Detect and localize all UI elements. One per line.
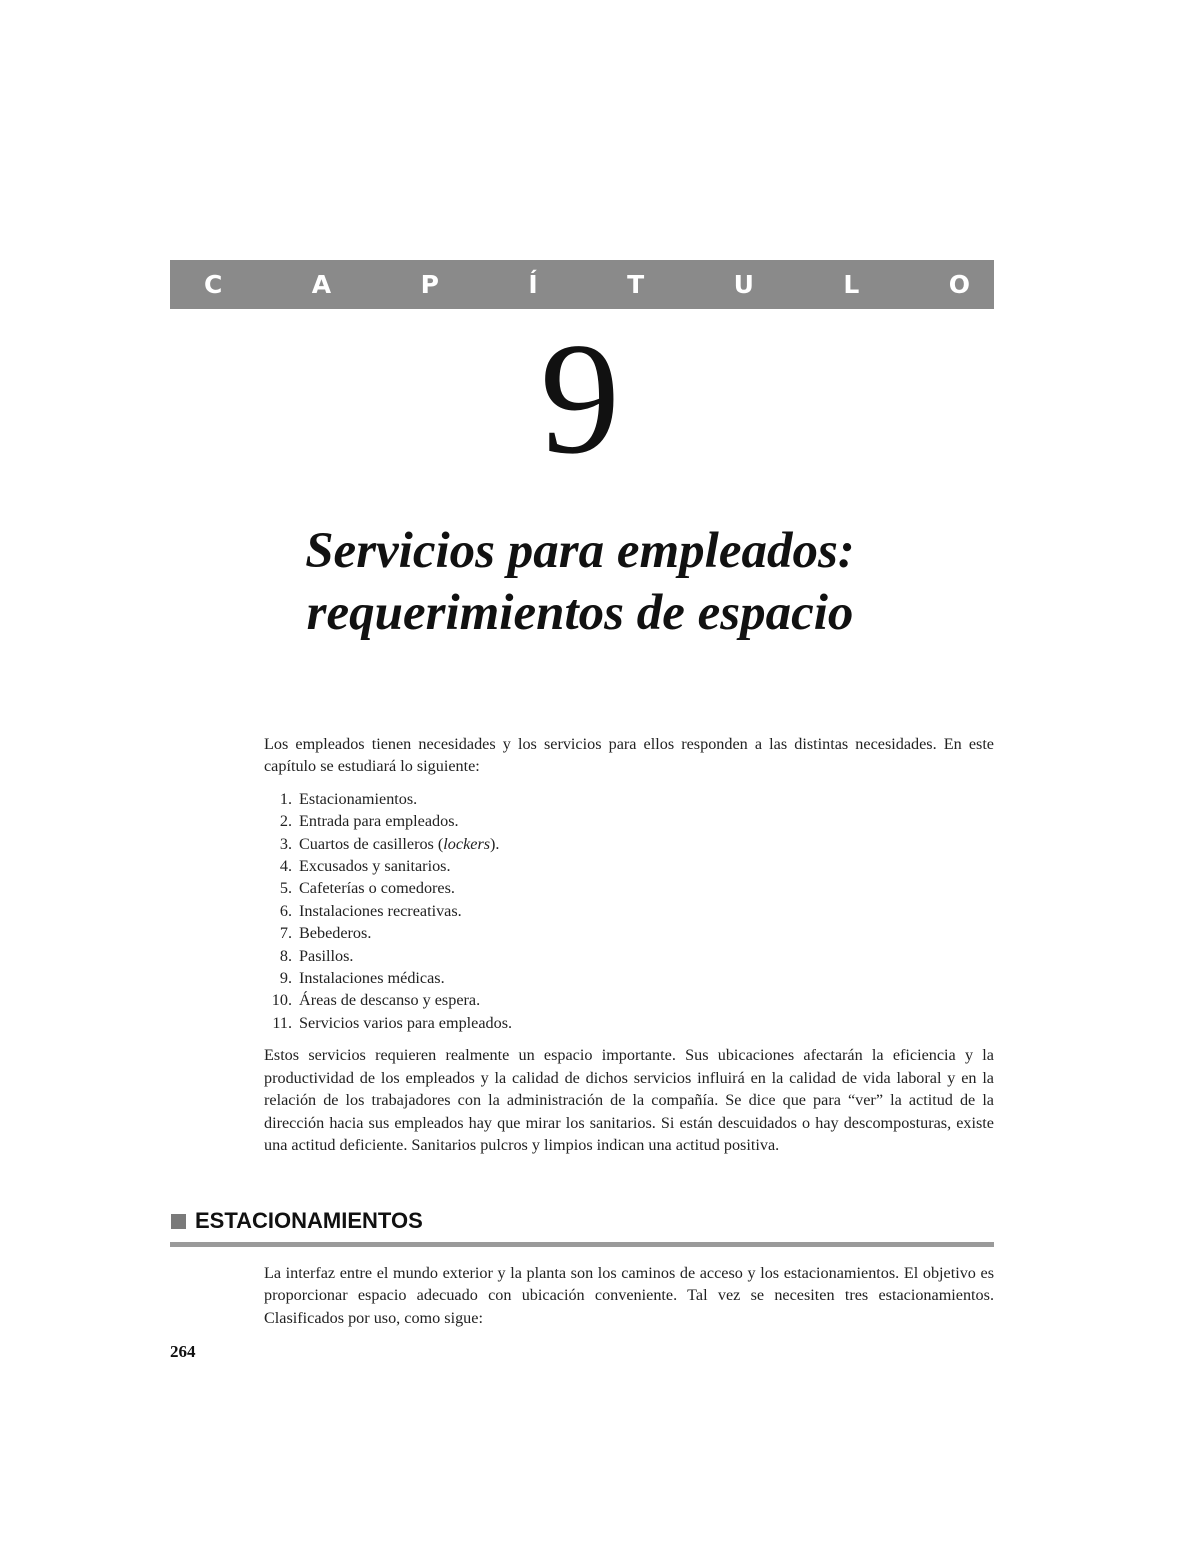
- chapter-letter: A: [311, 270, 332, 299]
- intro-paragraph: Los empleados tienen necesidades y los servicios para ellos responden a las distintas necesidades. En este capítulo se estudiará lo siguiente:: [264, 735, 994, 776]
- section-heading: [170, 1208, 994, 1247]
- list-item-number: 2.: [279, 812, 292, 831]
- chapter-letter: U: [733, 270, 754, 299]
- list-item-number: 1.: [279, 789, 292, 808]
- section-heading-text: ESTACIONAMIENTOS: [195, 1208, 423, 1233]
- list-item-number: 11.: [272, 1013, 292, 1032]
- list-item-text: Excusados y sanitarios.: [299, 857, 451, 876]
- list-item-text: Pasillos.: [299, 946, 354, 965]
- list-item-text: Entrada para empleados.: [299, 812, 459, 831]
- list-item-text-end: ).: [490, 834, 500, 853]
- list-item: [264, 922, 994, 944]
- page-number: 264: [170, 1342, 196, 1361]
- topics-list: [264, 788, 994, 1034]
- list-item-text: Áreas de descanso y espera.: [299, 991, 481, 1010]
- list-item-text: Cafeterías o comedores.: [299, 879, 455, 898]
- chapter-letter: Í: [528, 270, 538, 299]
- list-item: [264, 900, 994, 922]
- list-item: [264, 788, 994, 810]
- list-item-text: Servicios varios para empleados.: [299, 1013, 513, 1032]
- chapter-letter: C: [204, 270, 223, 299]
- chapter-title-line-1: Servicios para empleados:: [305, 523, 855, 579]
- list-item-number: 8.: [279, 946, 292, 965]
- chapter-letter: O: [948, 270, 970, 299]
- closing-paragraph: Estos servicios requieren realmente un espacio importante. Sus ubicaciones afectarán la eficiencia y la productividad de los empleados y la calidad de dichos servicios influirá en la calidad de vida laboral y en la relación de los trabajadores con la administración de la compañía. Se dice que para “ver” la actitud de la dirección hacia sus empleados hay que mirar los sanitarios. Si están descuidados o hay descomposturas, existe una actitud deficiente. Sanitarios pulcros y limpios indican una actitud positiva.: [264, 1046, 994, 1154]
- list-item: [264, 989, 994, 1011]
- list-item-number: 6.: [279, 901, 292, 920]
- list-item-text: Bebederos.: [299, 924, 372, 943]
- list-item: [264, 855, 994, 877]
- list-item-number: 5.: [279, 879, 292, 898]
- list-item-text: Instalaciones recreativas.: [299, 901, 462, 920]
- section-body-paragraph: La interfaz entre el mundo exterior y la planta son los caminos de acceso y los estacionamientos. El objetivo es proporcionar espacio adecuado con ubicación conveniente. Tal vez se necesiten tres estacionamientos. Clasificados por uso, como sigue:: [264, 1264, 994, 1327]
- chapter-title-line-2: requerimientos de espacio: [306, 585, 854, 641]
- chapter-banner-letters: [170, 260, 994, 309]
- chapter-letter: T: [627, 270, 645, 299]
- list-item: [264, 877, 994, 899]
- chapter-banner: [170, 260, 994, 309]
- list-item-number: 7.: [279, 924, 292, 943]
- list-item: [264, 967, 994, 989]
- list-item: [264, 945, 994, 967]
- list-item-number: 10.: [271, 991, 292, 1010]
- list-item-text-start: Cuartos de casilleros (: [299, 834, 444, 853]
- list-item: [264, 833, 994, 855]
- intro-section: [264, 733, 994, 1156]
- list-item-italic: lockers: [443, 834, 491, 853]
- list-item-text: Instalaciones médicas.: [299, 969, 445, 988]
- list-item-number: 4.: [279, 857, 292, 876]
- list-item-text: [299, 833, 499, 855]
- chapter-number: 9: [540, 309, 620, 487]
- chapter-letter: P: [420, 270, 439, 299]
- square-bullet-icon: [171, 1214, 186, 1229]
- list-item-number: 9.: [279, 969, 292, 988]
- list-item: [264, 810, 994, 832]
- list-item: [264, 1012, 994, 1034]
- list-item-text: Estacionamientos.: [299, 789, 418, 808]
- chapter-letter: L: [843, 270, 860, 299]
- list-item-number: 3.: [279, 834, 292, 853]
- chapter-title: [0, 520, 1160, 644]
